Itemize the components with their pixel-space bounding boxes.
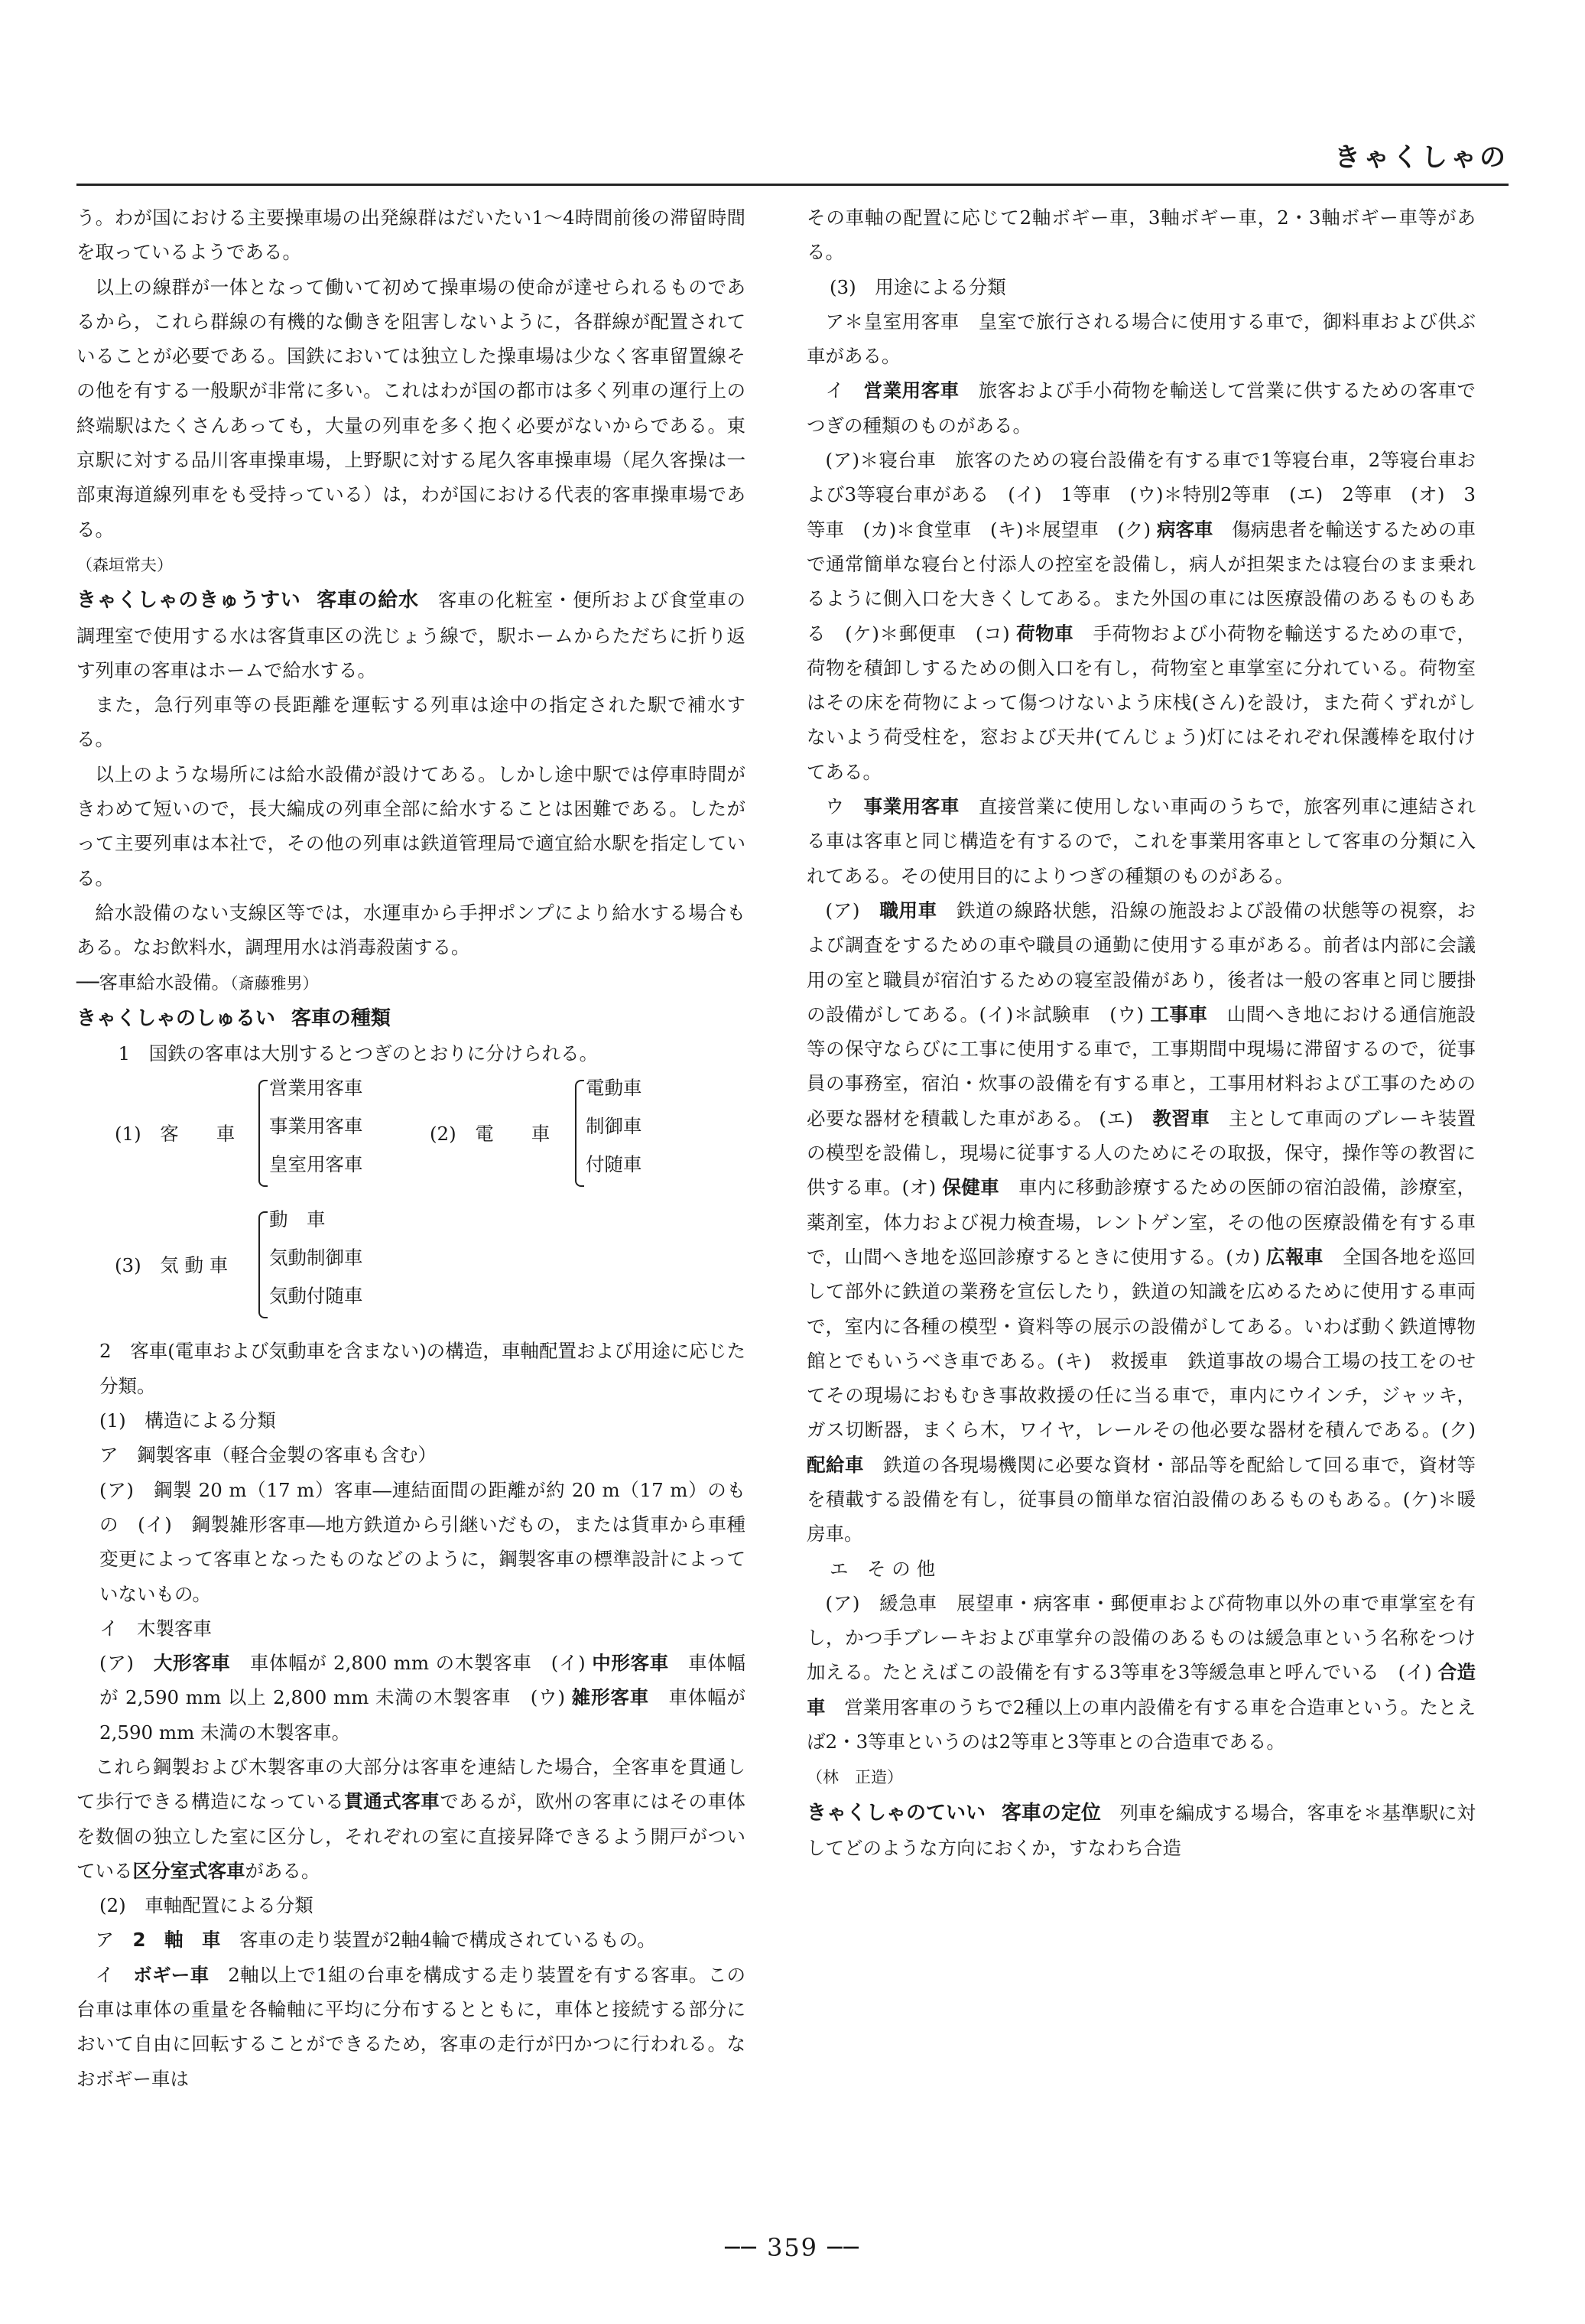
term: 大形客車 xyxy=(153,1652,231,1675)
term: 配給車 xyxy=(807,1453,865,1476)
entry-shurui xyxy=(76,1001,745,1036)
entry-kyusui: きゃくしゃのきゅうすい 客車の給水 客車の化粧室・便所および食堂車の調理室で使用する水は客貨車区の洗じょう線で，駅ホームからただちに折り返す列車の客車はホームで給水する。 xyxy=(76,589,745,681)
paragraph: (ア) 職用車 鉄道の線路状態，沿線の施設および設備の状態等の視察，および調査をするための車や職員の通勤に使用する車がある。前者は内部に会議用の室と職員が宿泊するための寝室設備があり，後者は一般の客車と同じ腰掛の設備がしてある。(イ)＊試験車 (ウ) 工事車 山間へき地における通信施設等の保守ならびに工事に使用する車で，工事期間中現場に滞留するので，従事員の事務室，宿泊・炊事の設備を有する車と，工事用材料および工事のための必要な器材を積載した車がある。 (エ) 教習車 主として車両のブレーキ装置の模型を設備し，現場に従事する人のためにその取扱，保守，操作等の教習に供する車。(オ) 保健車 車内に移動診療するための医師の宿泊設備，診療室，薬剤室，体力および視力検査場，レントゲン室，その他の医療設備を有する車で，山間へき地を巡回診療するときに使用する。(カ) 広報車 全国各地を巡回して部外に鉄道の業務を宣伝したり，鉄道の知識を広めるために使用する車両で，室内に各種の模型・資料等の展示の設備がしてある。いわば動く鉄道博物館とでもいうべき車である。(キ) 救援車 鉄道事故の場合工場の技工をのせてその現場におもむき事故救援の任に当る車で，車内にウインチ，ジャッキ，ガス切断器，まくら木，ワイヤ，レールその他必要な器材を積んである。(ク) 配給車 鉄道の各現場機関に必要な資材・部品等を配給して回る車で，資材等を積載する設備を有し，従事員の簡単な宿泊設備のあるものもある。(ケ)＊暖房車。 xyxy=(807,899,1476,1546)
class-item: 皇室用客車 xyxy=(269,1153,363,1176)
class-label: (3) 気 動 車 xyxy=(115,1254,229,1277)
subsection-heading: ア 鋼製客車（軽合金製の客車も含む） xyxy=(99,1444,437,1467)
paragraph: イ ボギー車 2軸以上で1組の台車を構成する走り装置を有する客車。この台車は車体の重量を各輪軸に平均に分布するとともに，車体と接続する部分において自由に回転することができるため，客車の走行が円かつに行われる。なおボギー車は xyxy=(76,1963,746,2090)
term: 営業用客車 xyxy=(863,379,960,402)
section-heading: (3) 用途による分類 xyxy=(830,275,1006,298)
class-item: 営業用客車 xyxy=(269,1077,363,1100)
right-column xyxy=(807,200,1476,1865)
paragraph: これら鋼製および木製客車の大部分は客車を連結した場合，全客車を貫通して歩行できる構造になっている貫通式客車であるが，欧州の客車にはその車体を数個の独立した室に区分し，それぞれの室に直接昇降できるよう開戸がついている区分室式客車がある。 xyxy=(76,1755,746,1882)
author: （林 正造） xyxy=(807,1768,903,1787)
subsection-heading: イ 木製客車 xyxy=(99,1617,212,1640)
term: 貫通式客車 xyxy=(344,1790,440,1813)
brace xyxy=(258,1211,268,1318)
term: 合造車 xyxy=(807,1661,1476,1718)
class-item: 気動制御車 xyxy=(269,1247,363,1269)
entry-subtitle: 客車の種類 xyxy=(291,1006,391,1030)
brace xyxy=(575,1080,584,1187)
term: 区分室式客車 xyxy=(132,1859,245,1882)
brace xyxy=(258,1080,268,1187)
class-item: 事業用客車 xyxy=(269,1115,363,1138)
term: 事業用客車 xyxy=(863,795,960,818)
cross-reference: ──客車給水設備。 xyxy=(76,970,230,993)
author: （斎藤雅男） xyxy=(230,973,319,993)
section-heading: (2) 車軸配置による分類 xyxy=(99,1894,313,1917)
entry-title: きゃくしゃのしゅるい xyxy=(76,1006,276,1030)
class-item: 電動車 xyxy=(586,1077,642,1100)
class-label: (1) 客 車 xyxy=(115,1123,235,1146)
paragraph: イ 営業用客車 旅客および手小荷物を輸送して営業に供するための客車でつぎの種類のものがある。 xyxy=(807,379,1476,437)
paragraph: 2 客車(電車および気動車を含まない)の構造，車軸配置および用途に応じた分類。 xyxy=(99,1340,745,1397)
paragraph: ア 2 軸 車 客車の走り装置が2軸4輪で構成されているもの。 xyxy=(95,1929,656,1952)
entry-teii: きゃくしゃのていい 客車の定位 列車を編成する場合，客車を＊基準駅に対してどのような方向におくか，すなわち合造 xyxy=(807,1801,1476,1859)
paragraph: また，急行列車等の長距離を運転する列車は途中の指定された駅で補水する。 xyxy=(76,694,745,751)
entry-subtitle: 客車の定位 xyxy=(1001,1801,1101,1825)
entry-subtitle: 客車の給水 xyxy=(317,589,419,613)
term: 2 軸 車 xyxy=(132,1929,221,1952)
subsection-heading: エ そ の 他 xyxy=(830,1557,936,1580)
term: 雑形客車 xyxy=(571,1686,650,1709)
class-item: 動 車 xyxy=(269,1208,326,1231)
header-rule xyxy=(76,184,1509,186)
classification-1 xyxy=(76,1071,745,1202)
paragraph: その車軸の配置に応じて2軸ボギー車，3軸ボギー車，2・3軸ボギー車等がある。 xyxy=(807,206,1476,264)
paragraph: 給水設備のない支線区等では，水運車から手押ポンプにより給水する場合もある。なお飲料水，調理用水は消毒殺菌する。 ──客車給水設備。（斎藤雅男） xyxy=(76,901,745,993)
paragraph: ア＊皇室用客車 皇室で旅行される場合に使用する車で，御料車および供ぶ車がある。 xyxy=(807,310,1476,368)
term: 広報車 xyxy=(1266,1245,1324,1268)
term: ボギー車 xyxy=(133,1963,209,1986)
term: 荷物車 xyxy=(1016,622,1074,645)
entry-title: きゃくしゃのていい xyxy=(807,1801,986,1825)
class-item: 制御車 xyxy=(586,1115,642,1138)
entry-title: きゃくしゃのきゅうすい xyxy=(76,589,301,613)
term: 教習車 xyxy=(1152,1107,1210,1129)
term: 病客車 xyxy=(1156,518,1213,541)
paragraph: 以上のような場所には給水設備が設けてある。しかし途中駅では停車時間がきわめて短いので，長大編成の列車全部に給水することは困難である。したがって主要列車は本社で，その他の列車は鉄道管理局で適宜給水駅を指定している。 xyxy=(76,762,745,889)
paragraph: (ア) 鋼製 20 m（17 m）客車―連結面間の距離が約 20 m（17 m）のもの (イ) 鋼製雑形客車―地方鉄道から引継いだもの，または貨車から車種変更によって客車となったものなどのように，鋼製客車の標準設計によっていないもの。 xyxy=(99,1478,745,1605)
paragraph: (ア) 大形客車 車体幅が 2,800 mm の木製客車 (イ) 中形客車 車体幅が 2,590 mm 以上 2,800 mm 未満の木製客車 (ウ) 雑形客車 車体幅が 2,590 mm 未満の木製客車。 xyxy=(99,1652,746,1744)
left-column xyxy=(76,200,745,2096)
paragraph: (ア)＊寝台車 旅客のための寝台設備を有する車で1等寝台車，2等寝台車および3等寝台車がある (イ) 1等車 (ウ)＊特別2等車 (エ) 2等車 (オ) 3等車 (カ)＊食堂車 (キ)＊展望車 (ク) 病客車 傷病患者を輸送するための車で通常簡単な寝台と付添人の控室を設備し，病人が担架または寝台のまま乗れるように側入口を大きくしてある。また外国の車には医療設備のあるものもある (ケ)＊郵便車 (コ) 荷物車 手荷物および小荷物を輸送するための車で，荷物を積卸しするための側入口を有し，荷物室と車掌室に分れている。荷物室はその床を荷物によって傷つけないよう床桟(さん)を設け，また荷くずれがしないよう荷受柱を，窓および天井(てんじょう)灯にはそれぞれ保護棒を取付けてある。 xyxy=(807,449,1476,783)
term: 工事車 xyxy=(1150,1003,1208,1025)
paragraph: (ア) 緩急車 展望車・病客車・郵便車および荷物車以外の車で車掌室を有し，かつ手ブレーキおよび車掌弁の設備のあるものは緩急車という名称をつけ加える。たとえばこの設備を有する3等車を3等緩急車と呼んでいる (イ) 合造車 営業用客車のうちで2種以上の車内設備を有する車を合造車という。たとえば2・3等車というのは2等車と3等車との合造車である。 （林 正造） xyxy=(807,1591,1476,1787)
page-number: ── 359 ── xyxy=(725,2233,860,2262)
author: （森垣常夫） xyxy=(76,555,173,574)
classification-2 xyxy=(76,1202,745,1334)
term: 中形客車 xyxy=(592,1652,669,1675)
term: 職用車 xyxy=(879,899,937,921)
paragraph: う。わが国における主要操車場の出発線群はだいたい1～4時間前後の滞留時間を取っているようである。 xyxy=(76,206,745,264)
term: 保健車 xyxy=(942,1176,1000,1199)
paragraph: 以上の線群が一体となって働いて初めて操車場の使命が達せられるものであるから，これら群線の有機的な働きを阻害しないように，各群線が配置されていることが必要である。国鉄においては独立した操車場は少なく客車留置線その他を有する一般駅が非常に多い。これはわが国の都市は多く列車の運行上の終端駅はたくさんあっても，大量の列車を多く抱く必要がないからである。東京駅に対する品川客車操車場，上野駅に対する尾久客車操車場（尾久客操は一部東海道線列車をも受持っている）は，わが国における代表的客車操車場である。 （森垣常夫） xyxy=(76,275,745,574)
paragraph: ウ 事業用客車 直接営業に使用しない車両のうちで，旅客列車に連結される車は客車と同じ構造を有するので，これを事業用客車として客車の分類に入れてある。その使用目的によりつぎの種類のものがある。 xyxy=(807,795,1476,887)
class-item: 気動付随車 xyxy=(269,1285,363,1308)
paragraph: 1 国鉄の客車は大別するとつぎのとおりに分けられる。 xyxy=(118,1042,599,1065)
class-item: 付随車 xyxy=(586,1153,642,1176)
section-heading: (1) 構造による分類 xyxy=(99,1409,276,1432)
running-header: きゃくしゃの xyxy=(1334,142,1509,173)
class-label: (2) 電 車 xyxy=(430,1123,551,1146)
